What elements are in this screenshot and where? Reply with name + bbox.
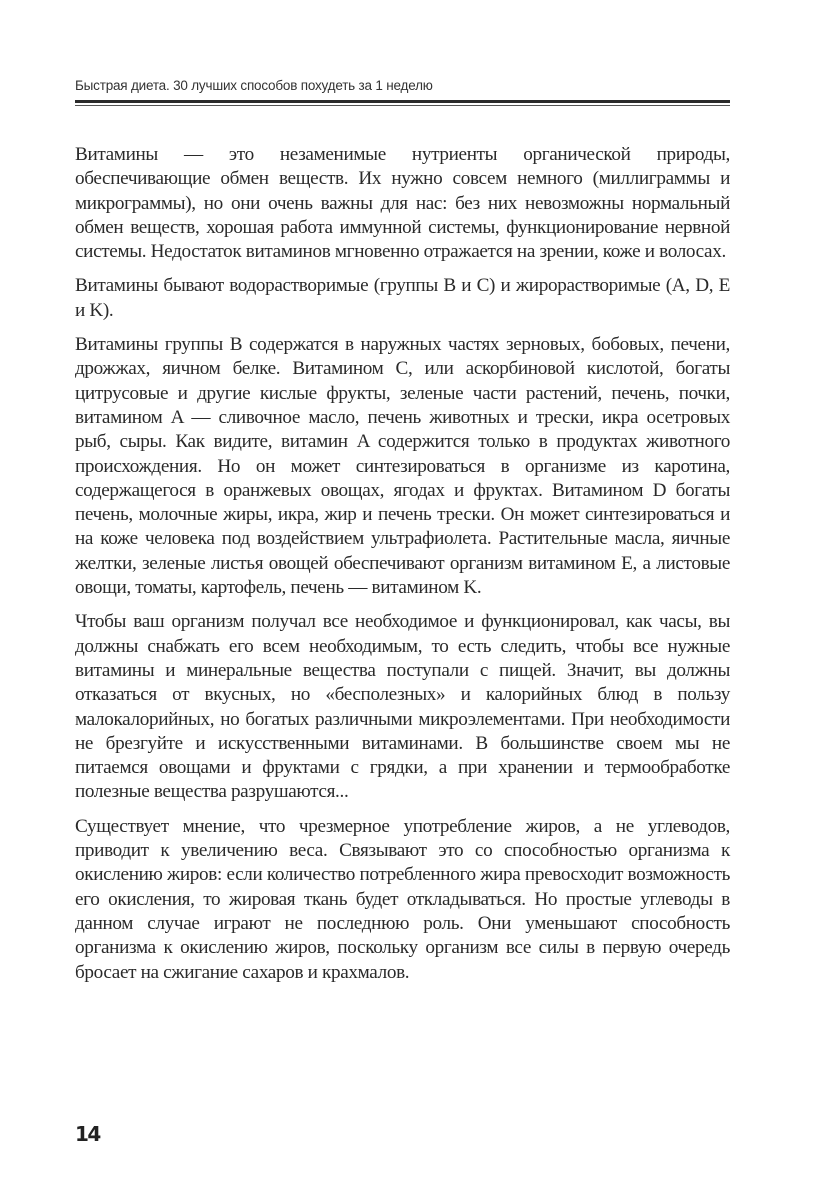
paragraph: Витамины бывают водорастворимые (группы B и C) и жирорастворимые (A, D, E и K). bbox=[75, 275, 730, 321]
paragraph: Существует мнение, что чрезмерное употребление жиров, а не углеводов, приводит к увеличению веса. Связывают это со способностью организма к окислению жиров: если количество потребленного жира превосходит возможность его окисления, то жировая ткань будет откладываться. Но простые углеводы в данном случае играют не последнюю роль. Они уменьшают способность организма к окислению жиров, поскольку организм все силы в первую очередь бросает на сжигание сахаров и крахмалов. bbox=[75, 815, 730, 983]
paragraph: Витамины — это незаменимые нутриенты органической природы, обеспечивающие обмен веществ. Их нужно совсем немного (миллиграммы и микрограммы), но они очень важны для нас: без них невозможны нормальный обмен веществ, хорошая работа иммунной системы, функционирование нервной системы. Недостаток витаминов мгновенно отражается на зрении, коже и волосах. bbox=[75, 144, 730, 263]
header-rule-thin bbox=[75, 105, 730, 106]
header-rule-thick bbox=[75, 100, 730, 103]
paragraph: Чтобы ваш организм получал все необходимое и функционировал, как часы, вы должны снабжать его всем необходимым, то есть следить, чтобы все нужные витамины и минеральные вещества поступали с пищей. Значит, вы должны отказаться от вкусных, но «бесполезных» и калорийных блюд в пользу малокалорийных, но богатых различными микроэлементами. При необходимости не брезгуйте и искусственными витаминами. В большинстве своем мы не питаемся овощами и фруктами с грядки, а при хранении и термообработке полезные вещества разрушаются... bbox=[75, 611, 730, 803]
running-head: Быстрая диета. 30 лучших способов похудеть за 1 неделю bbox=[75, 78, 433, 93]
paragraph: Витамины группы B содержатся в наружных частях зерновых, бобовых, печени, дрожжах, яичном белке. Витамином C, или аскорбиновой кислотой, богаты цитрусовые и другие кислые фрукты, зеленые части растений, печень, почки, витамином A — сливочное масло, печень животных и трески, икра осетровых рыб, сыры. Как видите, витамин A содержится только в продуктах животного происхождения. Но он может синтезироваться в организме из каротина, содержащегося в оранжевых овощах, ягодах и фруктах. Витамином D богаты печень, молочные жиры, икра, жир и печень трески. Он может синтезироваться и на коже человека под воздействием ультрафиолета. Растительные масла, яичные желтки, зеленые листья овощей обеспечивают организм витамином E, а листовые овощи, томаты, картофель, печень — витамином K. bbox=[75, 334, 730, 599]
page-number: 14 bbox=[75, 1122, 100, 1146]
body-text bbox=[75, 143, 730, 995]
